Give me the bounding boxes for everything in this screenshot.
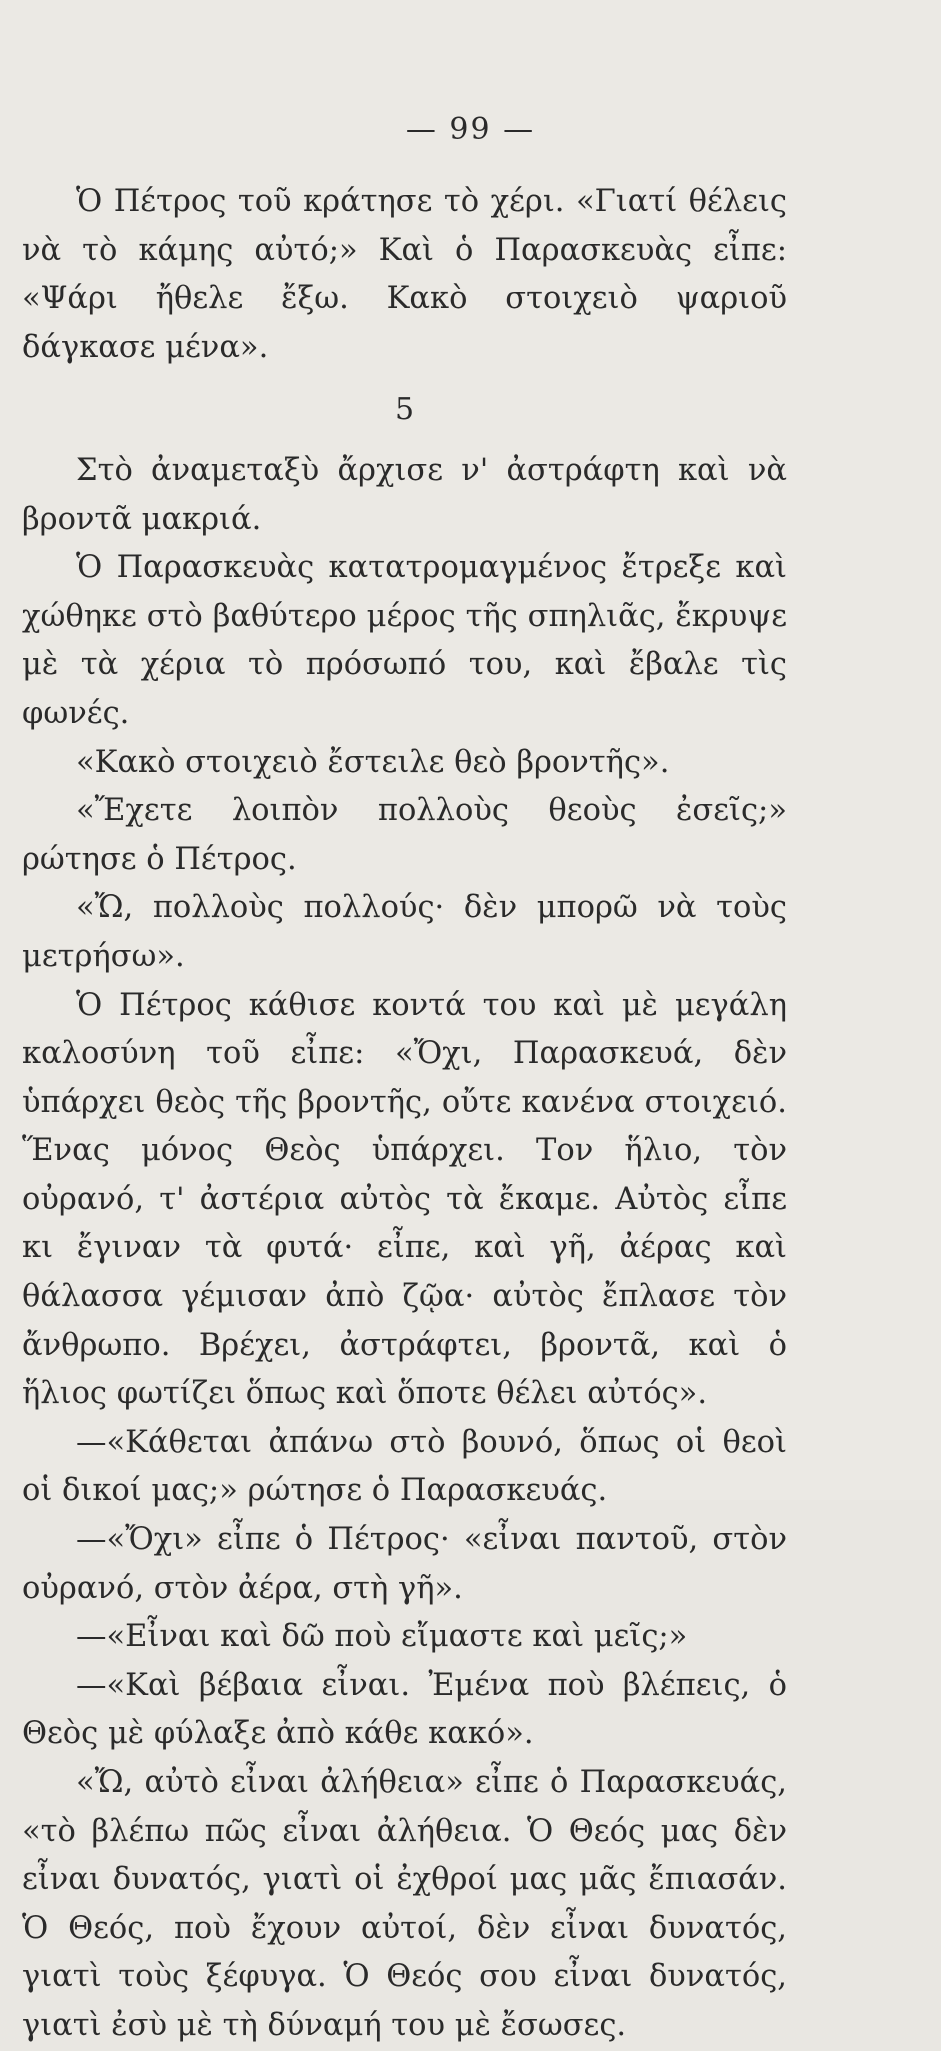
body-text [22,178,787,2051]
paragraph: Στὸ ἀναμεταξὺ ἄρχισε ν' ἀστράφτη καὶ νὰ βροντᾶ μακριά. [22,452,787,537]
section-number: 5 [394,392,415,428]
dialogue-paragraph: —«Καὶ βέβαια εἶναι. Ἐμένα ποὺ βλέπεις, ὁ Θεὸς μὲ φύλαξε ἀπὸ κάθε κακό». [22,1667,787,1752]
paragraph: «Ὤ, πολλοὺς πολλούς· δὲν μπορῶ νὰ τοὺς μετρήσω». [22,890,787,974]
dialogue-paragraph: —«Ὄχι» εἶπε ὁ Πέτρος· «εἶναι παντοῦ, στὸν οὐρανό, στὸν ἀέρα, στὴ γῆ». [22,1522,787,1606]
dialogue-paragraph: «Ὤ, αὐτὸ εἶναι ἀλήθεια» εἶπε ὁ Παρασκευάς, «τὸ βλέπω πῶς εἶναι ἀλήθεια. Ὁ Θεός μας δὲν εἶναι δυνατός, γιατὶ οἱ ἐχθροί μας μᾶς ἔπιασάν. Ὁ Θεός, ποὺ ἔχουν αὐτοί, δὲν εἶναι δυνατός, γιατὶ τοὺς ξέφυγα. Ὁ Θεός σου εἶναι δυνατός, γιατὶ ἐσὺ μὲ τὴ δύναμή του μὲ ἔσωσες. [22,1765,787,2043]
dialogue-paragraph: —«Εἶναι καὶ δῶ ποὺ εἴμαστε καὶ μεῖς;» [76,1619,688,1655]
page-number: — 99 — [405,112,536,147]
paragraph: Ὁ Παρασκευὰς κατατρομαγμένος ἔτρεξε καὶ χώθηκε στὸ βαθύτερο μέρος τῆς σπηλιᾶς, ἔκρυψε μὲ τὰ χέρια τὸ πρόσωπό του, καὶ ἔβαλε τὶς φωνές. [22,550,787,731]
paragraph: Ὁ Πέτρος τοῦ κράτησε τὸ χέρι. «Γιατί θέλεις νὰ τὸ κάμης αὐτό;» Καὶ ὁ Παρασκευὰς εἶπε: «Ψάρι ἤθελε ἔξω. Κακὸ στοιχειὸ ψαριοῦ δάγκασε μένα». [22,184,787,365]
paragraph: Ὁ Πέτρος κάθισε κοντά του καὶ μὲ μεγάλη καλοσύνη τοῦ εἶπε: «Ὄχι, Παρασκευά, δὲν ὑπάρχει θεὸς τῆς βροντῆς, οὔτε κανένα στοιχειό. Ἕνας μόνος Θεὸς ὑπάρχει. Τον ἥλιο, τὸν οὐρανό, τ' ἀστέρια αὐτὸς τὰ ἔκαμε. Αὐτὸς εἶπε κι ἔγιναν τὰ φυτά· εἶπε, καὶ γῆ, ἀέρας καὶ θάλασσα γέμισαν ἀπὸ ζῷα· αὐτὸς ἔπλασε τὸν ἄνθρωπο. Βρέχει, ἀστράφτει, βροντᾶ, καὶ ὁ ἥλιος φωτίζει ὅπως καὶ ὅποτε θέλει αὐτός». [22,987,787,1412]
paragraph: «Ἔχετε λοιπὸν πολλοὺς θεοὺς ἐσεῖς;» ρώτησε ὁ Πέτρος. [22,793,787,877]
paragraph: «Κακὸ στοιχειὸ ἔστειλε θεὸ βροντῆς». [76,744,670,780]
dialogue-paragraph: —«Κάθεται ἀπάνω στὸ βουνό, ὅπως οἱ θεοὶ οἱ δικοί μας;» ρώτησε ὁ Παρασκευάς. [22,1424,787,1509]
